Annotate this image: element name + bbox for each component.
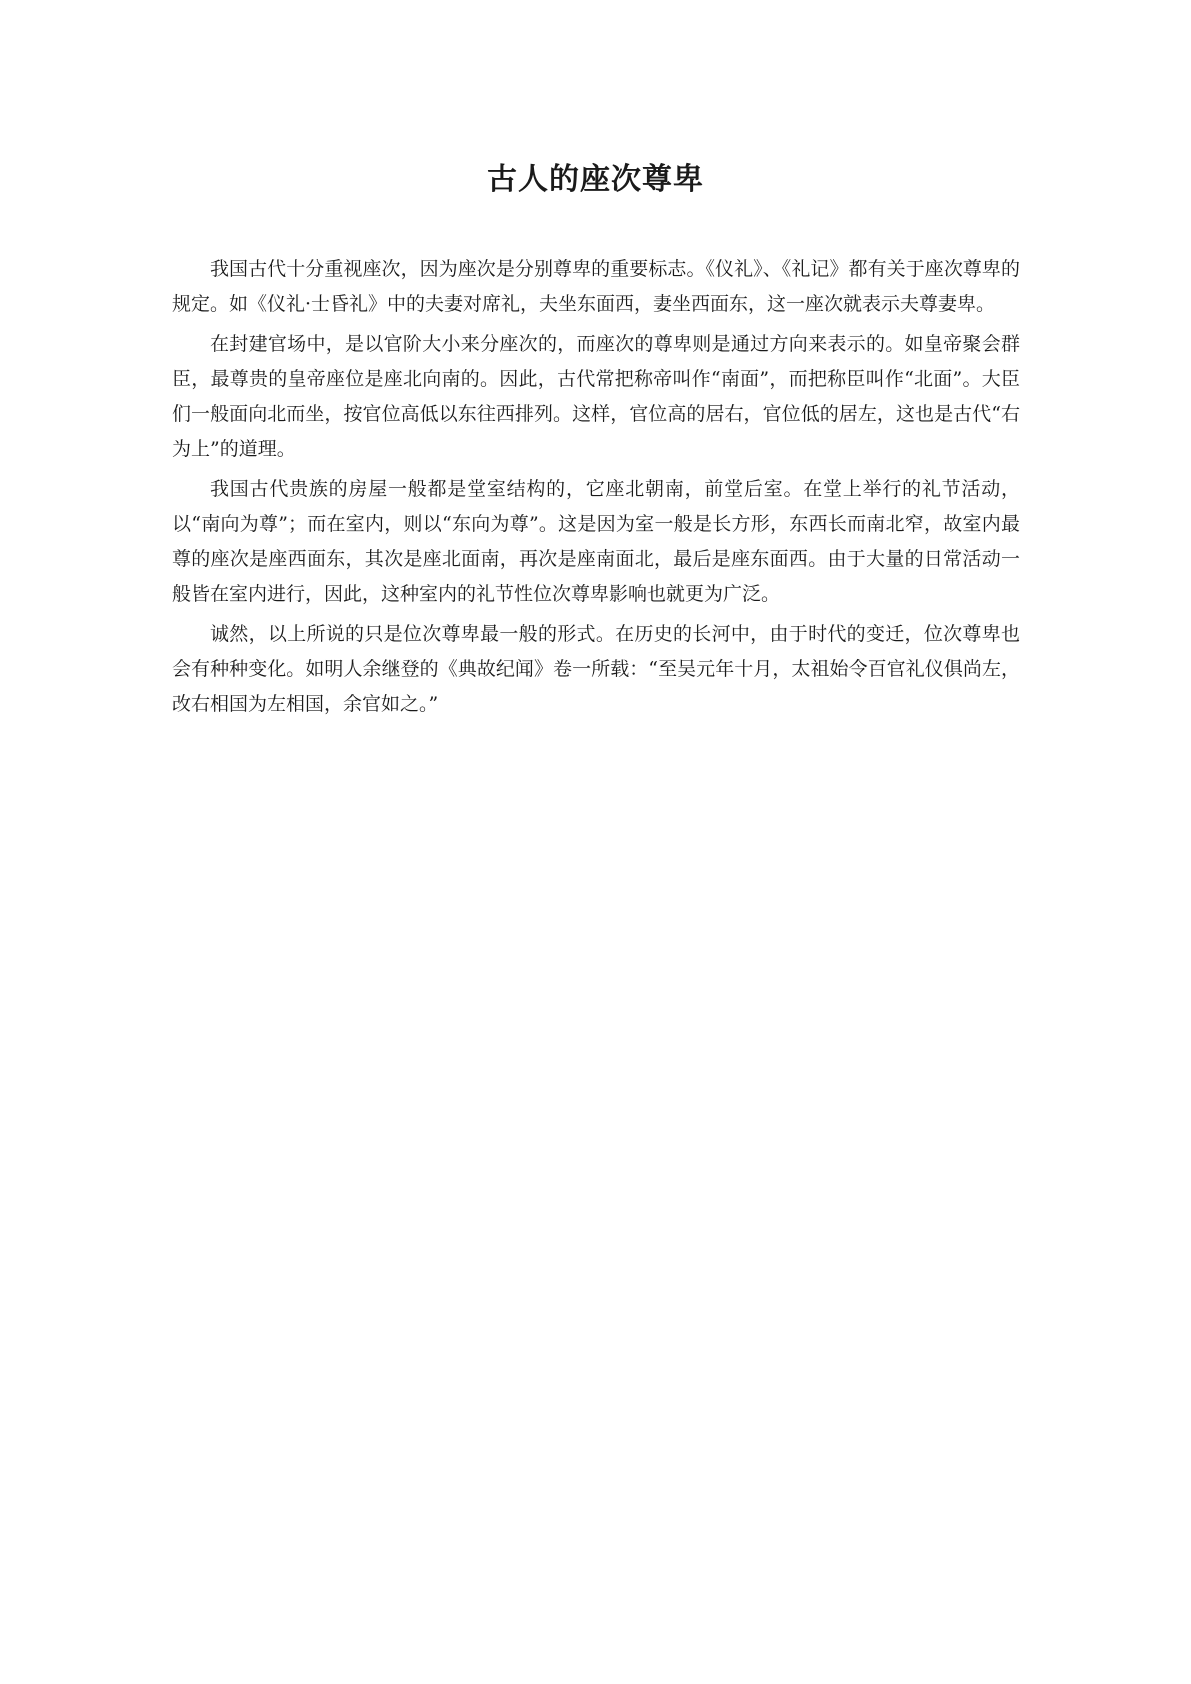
paragraph-4: 诚然，以上所说的只是位次尊卑最一般的形式。在历史的长河中，由于时代的变迁，位次尊卑也会有种种变化。如明人余继登的《典故纪闻》卷一所载：“至吴元年十月，太祖始令百官礼仪俱尚左，改右相国为左相国，余官如之。” bbox=[172, 623, 1020, 715]
paragraph-1: 我国古代十分重视座次，因为座次是分别尊卑的重要标志。《仪礼》、《礼记》都有关于座次尊卑的规定。如《仪礼·士昏礼》中的夫妻对席礼，夫坐东面西，妻坐西面东，这一座次就表示夫尊妻卑。 bbox=[172, 258, 1020, 315]
paragraph-3: 我国古代贵族的房屋一般都是堂室结构的，它座北朝南，前堂后室。在堂上举行的礼节活动，以“南向为尊”；而在室内，则以“东向为尊”。这是因为室一般是长方形，东西长而南北窄，故室内最尊的座次是座西面东，其次是座北面南，再次是座南面北，最后是座东面西。由于大量的日常活动一般皆在室内进行，因此，这种室内的礼节性位次尊卑影响也就更为广泛。 bbox=[172, 478, 1020, 605]
paragraph-2: 在封建官场中，是以官阶大小来分座次的，而座次的尊卑则是通过方向来表示的。如皇帝聚会群臣，最尊贵的皇帝座位是座北向南的。因此，古代常把称帝叫作“南面”，而把称臣叫作“北面”。大臣们一般面向北而坐，按官位高低以东往西排列。这样，官位高的居右，官位低的居左，这也是古代“右为上”的道理。 bbox=[172, 333, 1020, 460]
document-body bbox=[172, 252, 1020, 722]
document-title: 古人的座次尊卑 bbox=[487, 162, 704, 197]
